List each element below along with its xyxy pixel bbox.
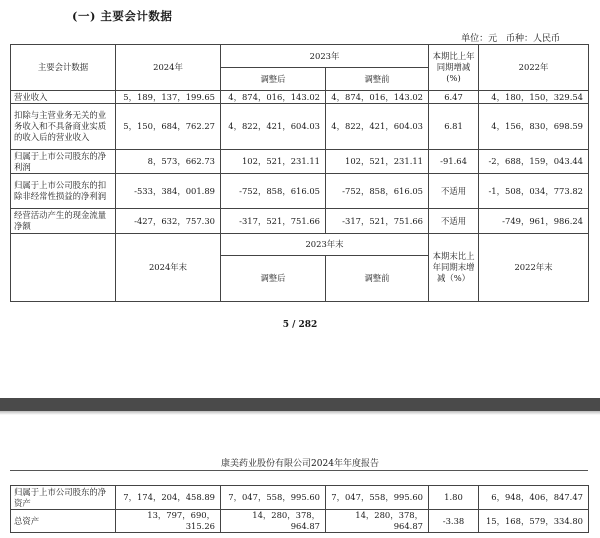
- cell-adjusted: 102，521，231.11: [221, 150, 326, 174]
- table-row: [11, 150, 589, 174]
- unit-label: 单位：元: [461, 34, 498, 44]
- cell-2022: -749，961，986.24: [479, 209, 589, 234]
- header-adjusted-end: 调整后: [221, 256, 326, 302]
- cell-adjusted: -752，858，616.05: [221, 174, 326, 209]
- cell-change: 不适用: [429, 209, 479, 234]
- cell-change: -3.38: [429, 510, 479, 533]
- cell-before-adjust: 4，874，016，143.02: [326, 91, 429, 104]
- header-before-adjust-end: 调整前: [326, 256, 429, 302]
- cell-2022: -2，688，159，043.44: [479, 150, 589, 174]
- cell-change: 不适用: [429, 174, 479, 209]
- header-change: 本期比上年同期增减(%): [429, 45, 479, 91]
- cell-2024: -427，632，757.30: [116, 209, 221, 234]
- cell-adjusted: 14，280，378，964.87: [221, 510, 326, 533]
- cell-2022: 4，156，830，698.59: [479, 104, 589, 150]
- currency-label: 币种：人民币: [505, 34, 560, 44]
- header-adjusted: 调整后: [221, 68, 326, 91]
- table-row: [11, 104, 589, 150]
- header-change-end: 本期末比上年同期末增减（%）: [429, 234, 479, 302]
- cell-change: -91.64: [429, 150, 479, 174]
- cell-change: 6.47: [429, 91, 479, 104]
- page-break-shadow: [0, 411, 600, 415]
- report-header-rule: [10, 470, 588, 471]
- cell-adjusted: -317，521，751.66: [221, 209, 326, 234]
- header-2024: 2024年: [116, 45, 221, 91]
- cell-2024: 5，150，684，762.27: [116, 104, 221, 150]
- header-2023-end: 2023年末: [221, 234, 429, 256]
- cell-adjusted: 4，822，421，604.03: [221, 104, 326, 150]
- cell-adjusted: 4，874，016，143.02: [221, 91, 326, 104]
- row-label: 归属于上市公司股东的净利润: [11, 150, 116, 174]
- table-row: [11, 486, 589, 510]
- unit-line: [455, 31, 560, 44]
- header-2023: 2023年: [221, 45, 429, 68]
- cell-2024: -533，384，001.89: [116, 174, 221, 209]
- row-label: 经营活动产生的现金流量净额: [11, 209, 116, 234]
- cell-adjusted: 7，047，558，995.60: [221, 486, 326, 510]
- cell-2022: 4，180，150，329.54: [479, 91, 589, 104]
- report-header: 康美药业股份有限公司2024年年度报告: [221, 459, 379, 469]
- cell-before-adjust: 4，822，421，604.03: [326, 104, 429, 150]
- cell-2024: 7，174，204，458.89: [116, 486, 221, 510]
- cell-before-adjust: 7，047，558，995.60: [326, 486, 429, 510]
- cell-change: 1.80: [429, 486, 479, 510]
- cell-2024: 8，573，662.73: [116, 150, 221, 174]
- row-label: 扣除与主营业务无关的业务收入和不具备商业实质的收入后的营业收入: [11, 104, 116, 150]
- table-row: [11, 174, 589, 209]
- table-row: [11, 510, 589, 533]
- row-label: 营业收入: [11, 91, 116, 104]
- cell-change: 6.81: [429, 104, 479, 150]
- header-metric-blank: [11, 234, 116, 302]
- cell-before-adjust: -317，521，751.66: [326, 209, 429, 234]
- table-row: [11, 209, 589, 234]
- cell-before-adjust: -752，858，616.05: [326, 174, 429, 209]
- cell-before-adjust: 102，521，231.11: [326, 150, 429, 174]
- row-label: 总资产: [11, 510, 116, 533]
- balance-data-table: [10, 485, 589, 533]
- header-metric: 主要会计数据: [11, 45, 116, 91]
- row-label: 归属于上市公司股东的净资产: [11, 486, 116, 510]
- cell-2022: 15，168，579，334.80: [479, 510, 589, 533]
- section-title: (一) 主要会计数据: [72, 9, 173, 23]
- header-2022: 2022年: [479, 45, 589, 91]
- table-row: [11, 91, 589, 104]
- page-break-divider: [0, 398, 600, 411]
- main-accounting-data-table: [10, 44, 589, 302]
- cell-2024: 5，189，137，199.65: [116, 91, 221, 104]
- cell-2022: 6，948，406，847.47: [479, 486, 589, 510]
- cell-2024: 13，797，690，315.26: [116, 510, 221, 533]
- page-number: 5 / 282: [282, 320, 318, 330]
- header-before-adjust: 调整前: [326, 68, 429, 91]
- row-label: 归属于上市公司股东的扣除非经常性损益的净利润: [11, 174, 116, 209]
- cell-before-adjust: 14，280，378，964.87: [326, 510, 429, 533]
- header-2024-end: 2024年末: [116, 234, 221, 302]
- cell-2022: -1，508，034，773.82: [479, 174, 589, 209]
- header-2022-end: 2022年末: [479, 234, 589, 302]
